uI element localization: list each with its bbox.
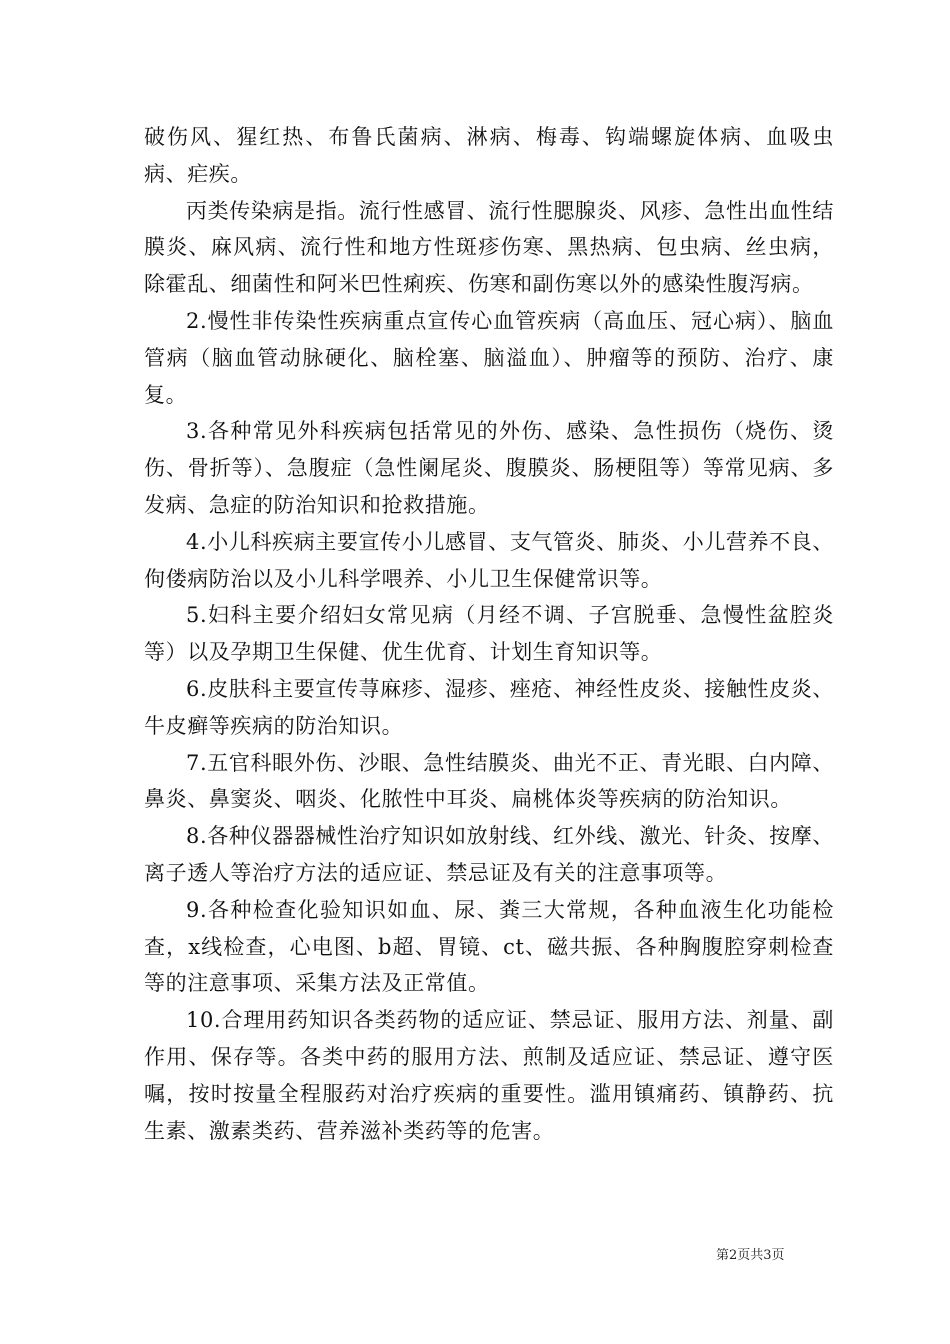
paragraph-item-10: 10.合理用药知识各类药物的适应证、禁忌证、服用方法、剂量、副作用、保存等。各类中药的服用方法、煎制及适应证、禁忌证、遵守医嘱，按时按量全程服药对治疗疾病的重要性。滥用镇痛药、镇静药、抗生素、激素类药、营养滋补类药等的危害。 — [144, 1008, 834, 1143]
paragraph-item-3: 3.各种常见外科疾病包括常见的外伤、感染、急性损伤（烧伤、烫伤、骨折等）、急腹症（急性阑尾炎、腹膜炎、肠梗阻等）等常见病、多发病、急症的防治知识和抢救措施。 — [144, 419, 834, 517]
document-body — [144, 119, 834, 1149]
paragraph-item-4: 4.小儿科疾病主要宣传小儿感冒、支气管炎、肺炎、小儿营养不良、佝偻病防治以及小儿科学喂养、小儿卫生保健常识等。 — [144, 529, 834, 591]
paragraph-item-8: 8.各种仪器器械性治疗知识如放射线、红外线、激光、针灸、按摩、离子透人等治疗方法的适应证、禁忌证及有关的注意事项等。 — [144, 824, 834, 885]
page-number: 第2页共3页 — [716, 1248, 785, 1263]
paragraph-item-6: 6.皮肤科主要宣传荨麻疹、湿疹、痤疮、神经性皮炎、接触性皮炎、牛皮癣等疾病的防治知识。 — [144, 676, 834, 738]
paragraph-item-2: 2.慢性非传染性疾病重点宣传心血管疾病（高血压、冠心病）、脑血管病（脑血管动脉硬化、脑栓塞、脑溢血）、肿瘤等的预防、治疗、康复。 — [144, 308, 834, 407]
paragraph-continuation: 破伤风、猩红热、布鲁氏菌病、淋病、梅毒、钩端螺旋体病、血吸虫病、疟疾。 — [144, 125, 834, 186]
paragraph-item-9: 9.各种检查化验知识如血、尿、粪三大常规，各种血液生化功能检查，x线检查，心电图、b超、胃镜、ct、磁共振、各种胸腹腔穿刺检查等的注意事项、采集方法及正常值。 — [144, 897, 834, 996]
paragraph-item-7: 7.五官科眼外伤、沙眼、急性结膜炎、曲光不正、青光眼、白内障、鼻炎、鼻窦炎、咽炎、化脓性中耳炎、扁桃体炎等疾病的防治知识。 — [144, 750, 834, 812]
paragraph-class-c-diseases: 丙类传染病是指。流行性感冒、流行性腮腺炎、风疹、急性出血性结膜炎、麻风病、流行性和地方性斑疹伤寒、黑热病、包虫病、丝虫病，除霍乱、细菌性和阿米巴性痢疾、伤寒和副伤寒以外的感染性腹泻病。 — [144, 198, 834, 297]
paragraph-item-5: 5.妇科主要介绍妇女常见病（月经不调、子宫脱垂、急慢性盆腔炎等）以及孕期卫生保健、优生优育、计划生育知识等。 — [144, 603, 834, 665]
